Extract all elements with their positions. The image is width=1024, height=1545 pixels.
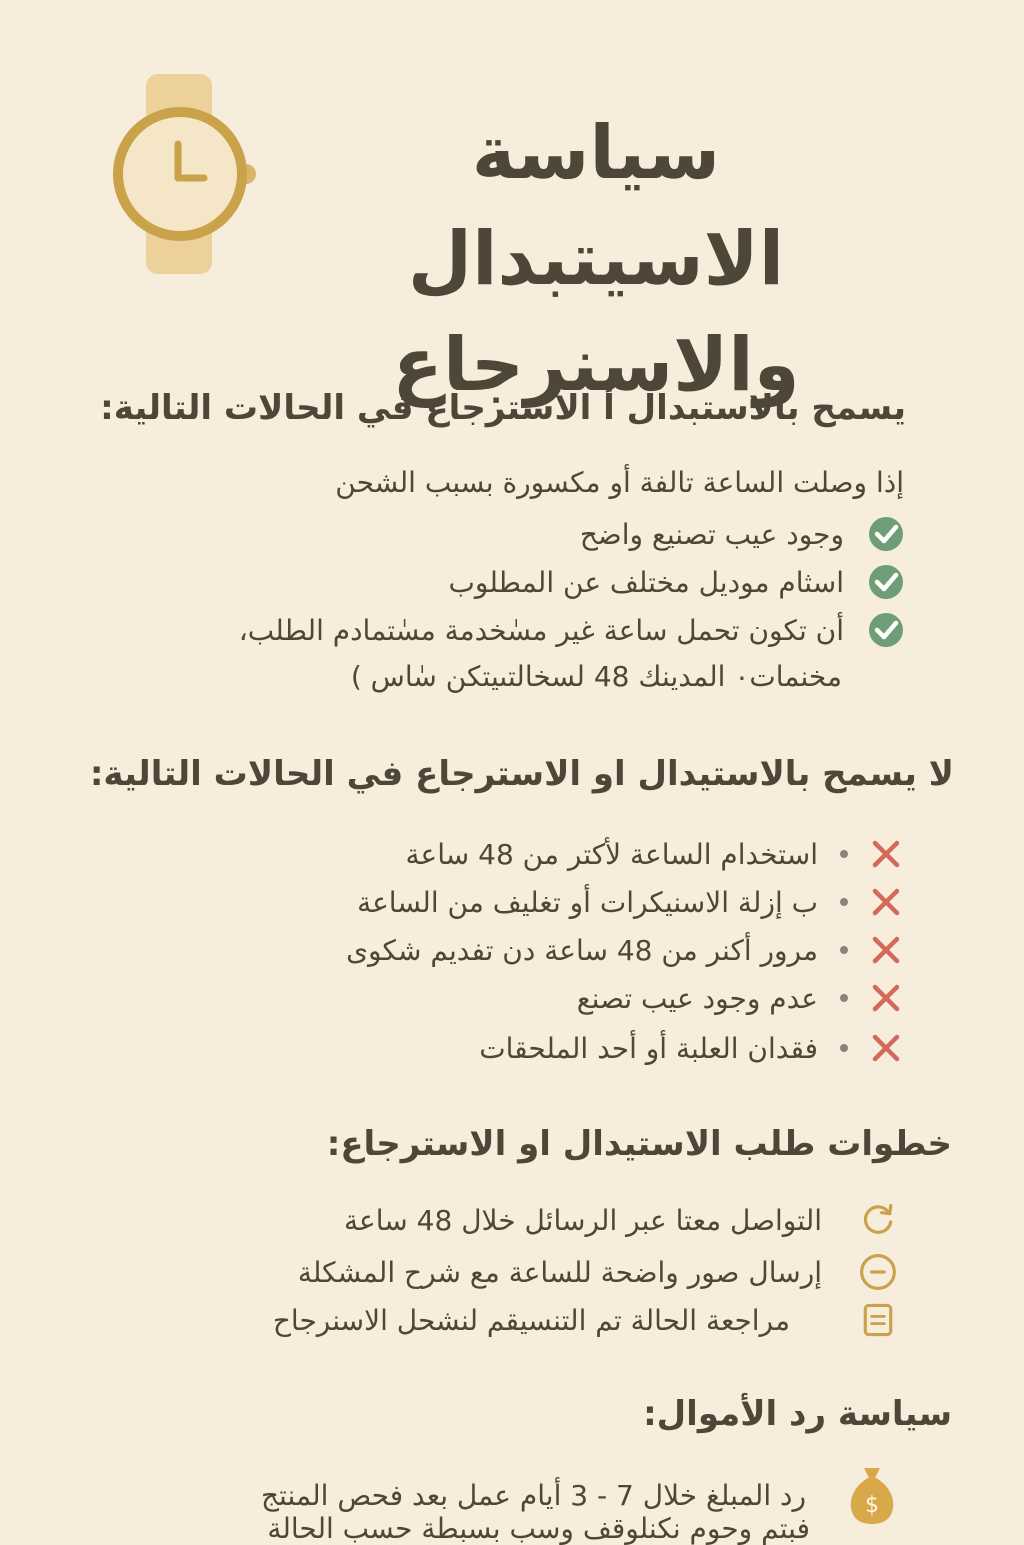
cross-icon: [866, 978, 906, 1018]
steps-heading: خطوات طلب الاستيدال او الاسترجاع:: [326, 1124, 952, 1164]
not-allowed-item-text: فقدان العلبة أو أحد الملحقات: [479, 1031, 818, 1065]
allowed-item: [449, 562, 906, 602]
refund-heading: سياسة رد الأموال:: [643, 1394, 952, 1434]
cross-icon: [866, 930, 906, 970]
check-icon: [866, 610, 906, 650]
page-title: [276, 100, 916, 418]
cross-icon: [866, 1028, 906, 1068]
allowed-item-text: وجود عيب تصنيع واضح: [579, 517, 844, 551]
not-allowed-item: [346, 930, 906, 970]
not-allowed-item: [479, 1028, 906, 1068]
bullet-dot: [840, 994, 848, 1002]
allowed-intro: إذا وصلت الساعة تالفة أو مكسورة بسبب الشحن: [335, 466, 904, 499]
bullet-dot: [840, 898, 848, 906]
minus-circle-icon: [858, 1252, 898, 1292]
not-allowed-heading: لا يسمح بالاستيدال او الاسترجاع في الحالات التالية:: [89, 754, 954, 794]
step-item-text: مراجعة الحالة تم التنسيقم لنشحل الاسنرجاح: [272, 1303, 790, 1337]
not-allowed-item-text: عدم وجود عيب تصنع: [576, 981, 818, 1015]
page-title-line1: سياسة الاسيتبدال: [407, 110, 785, 302]
allowed-item-text: اسثام موديل مختلف عن المطلوب: [448, 565, 844, 599]
money-bag-icon: [846, 1464, 898, 1526]
not-allowed-item-text: ب إزلة الاسنيكرات أو تغليف من الساعة: [357, 885, 818, 919]
step-item: [273, 1300, 898, 1340]
check-icon: [866, 514, 906, 554]
bullet-dot: [840, 946, 848, 954]
allowed-item-text: أن تكون تحمل ساعة غير مسٰخدمة مسٰتمادم الطلب،: [238, 613, 844, 647]
step-item: [344, 1200, 898, 1240]
cross-icon: [866, 834, 906, 874]
not-allowed-item: [357, 882, 906, 922]
refresh-icon: [858, 1200, 898, 1240]
refund-continuation: فبتم وحوم نكنلوقف وسب بسبطة حسب الحالة: [267, 1512, 810, 1545]
step-item-text: إرسال صور واضحة للساعة مع شرح المشكلة: [297, 1255, 822, 1289]
step-item-text: التواصل معتا عبر الرسائل خلال 48 ساعة: [344, 1203, 822, 1237]
allowed-continuation: مخنمات٠ المدينك 48 لسخالتٮيتكن سٰاس ): [350, 660, 842, 693]
bullet-dot: [840, 850, 848, 858]
not-allowed-item: [406, 834, 907, 874]
not-allowed-item-text: مرور أكنر من 48 ساعة دن تفديم شكوى: [346, 933, 818, 967]
not-allowed-item: [577, 978, 906, 1018]
step-item: [298, 1252, 898, 1292]
allowed-item: [239, 610, 906, 650]
watch-icon: [108, 74, 268, 274]
document-icon: [858, 1300, 898, 1340]
not-allowed-item-text: استخدام الساعة لأكتر من 48 ساعة: [405, 837, 818, 871]
allowed-heading: يسمح بالاستبدال أ الاسترجاع في الحالات التالية:: [100, 388, 906, 428]
allowed-item: [580, 514, 906, 554]
bullet-dot: [840, 1044, 848, 1052]
svg-text:$: $: [865, 1493, 879, 1518]
cross-icon: [866, 882, 906, 922]
check-icon: [866, 562, 906, 602]
refund-item-text: رد المبلغ خلال 7 - 3 أيام عمل بعد فحص المنتج: [260, 1478, 806, 1512]
page-title-line2: والاسنرجاع: [392, 322, 800, 408]
